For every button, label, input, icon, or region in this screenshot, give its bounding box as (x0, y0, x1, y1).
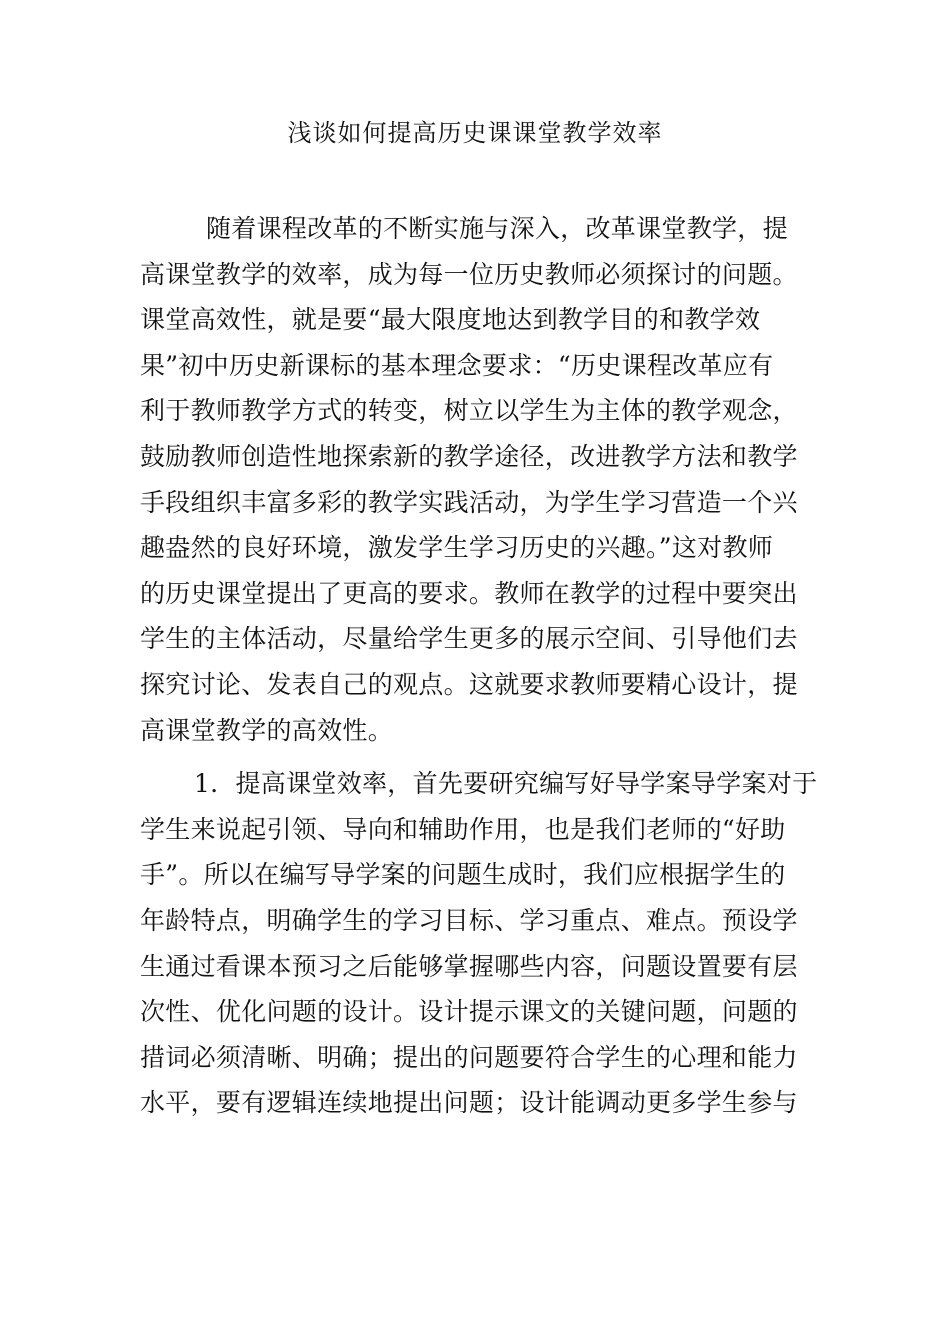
paragraph-line: 随着课程改革的不断实施与深入，改革课堂教学，提 (206, 214, 788, 243)
paragraph-line: 鼓励教师创造性地探索新的教学途径，改进教学方法和教学 (140, 441, 798, 471)
paragraph-line: 课堂高效性，就是要“最大限度地达到教学目的和教学效 (140, 305, 761, 335)
paragraph-line: 学生来说起引领、导向和辅助作用，也是我们老师的“好助 (140, 814, 786, 844)
paragraph-line: 1．提高课堂效率，首先要研究编写好导学案导学案对于 (194, 769, 818, 799)
paragraph-line: 高课堂教学的效率，成为每一位历史教师必须探讨的问题。 (140, 259, 798, 289)
paragraph-line: 措词必须清晰、明确；提出的问题要符合学生的心理和能力 (140, 1042, 798, 1072)
paragraph-line: 水平，要有逻辑连续地提出问题；设计能调动更多学生参与 (140, 1088, 798, 1118)
paragraph-line: 手段组织丰富多彩的教学实践活动，为学生学习营造一个兴 (140, 487, 798, 517)
paragraph-line: 学生的主体活动，尽量给学生更多的展示空间、引导他们去 (140, 624, 798, 654)
paragraph-line: 果”初中历史新课标的基本理念要求：“历史课程改革应有 (140, 350, 774, 380)
document-title: 浅谈如何提高历史课课堂教学效率 (287, 119, 663, 147)
paragraph-line: 手”。所以在编写导学案的问题生成时，我们应根据学生的 (140, 860, 786, 890)
paragraph-line: 利于教师教学方式的转变，树立以学生为主体的教学观念， (140, 396, 798, 426)
paragraph-1 (140, 206, 820, 753)
paragraph-line: 趣盎然的良好环境，激发学生学习历史的兴趣。”这对教师 (140, 533, 774, 563)
paragraph-line: 次性、优化问题的设计。设计提示课文的关键问题，问题的 (140, 997, 798, 1027)
paragraph-line: 年龄特点，明确学生的学习目标、学习重点、难点。预设学 (140, 905, 798, 935)
paragraph-line: 高课堂教学的高效性。 (140, 715, 394, 745)
paragraph-line: 生通过看课本预习之后能够掌握哪些内容，问题设置要有层 (140, 951, 798, 981)
paragraph-line: 的历史课堂提出了更高的要求。教师在教学的过程中要突出 (140, 578, 798, 608)
paragraph-spacer (140, 753, 820, 761)
document-body (140, 206, 820, 1126)
paragraph-line: 探究讨论、发表自己的观点。这就要求教师要精心设计，提 (140, 669, 798, 699)
paragraph-2 (140, 761, 820, 1126)
